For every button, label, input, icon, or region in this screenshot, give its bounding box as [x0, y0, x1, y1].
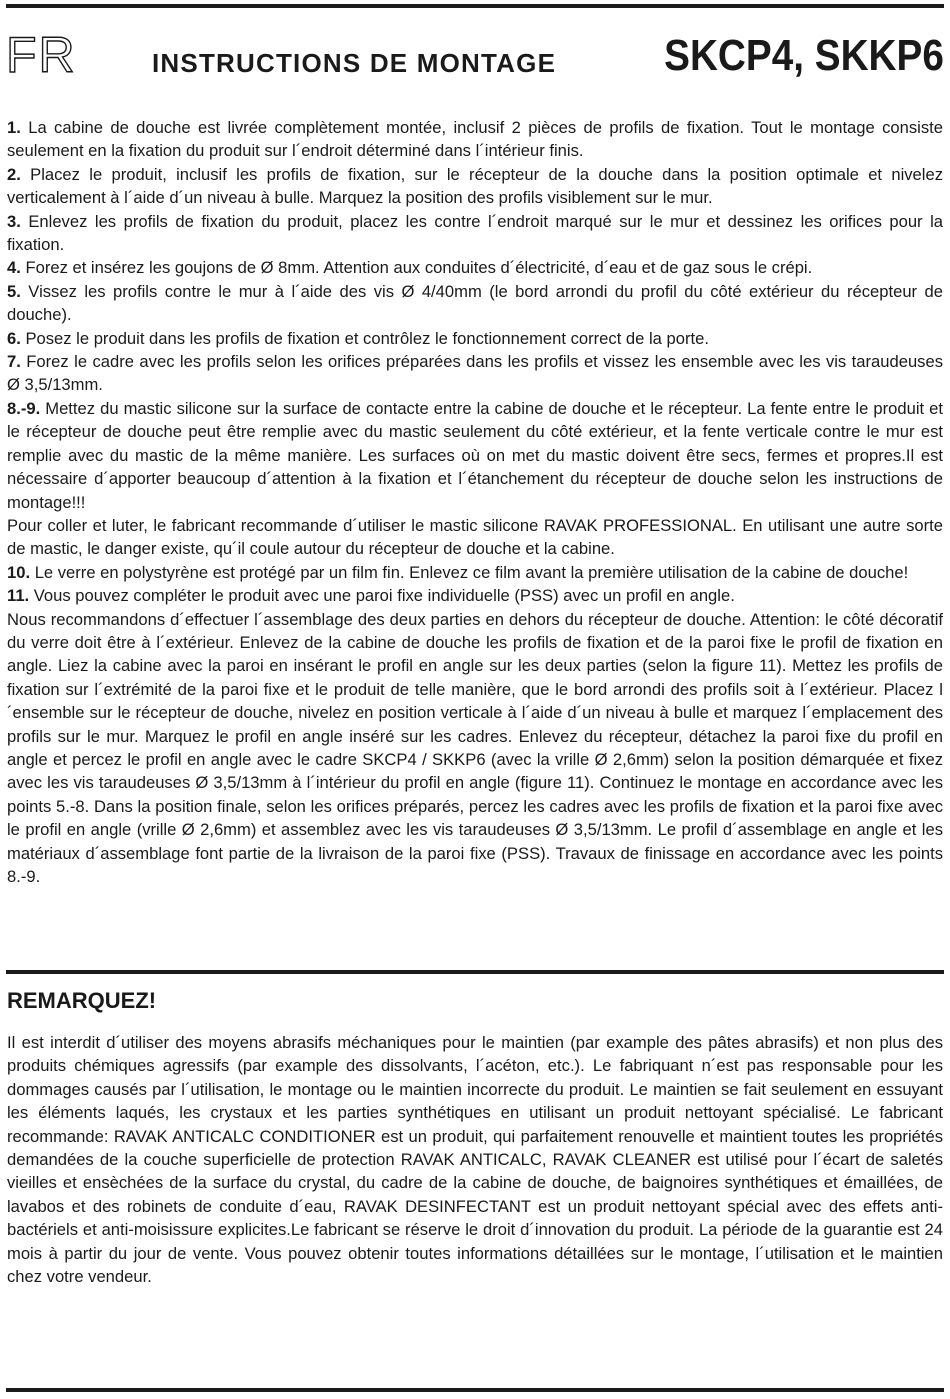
instruction-item: [7, 163, 943, 210]
instruction-item: [7, 210, 943, 257]
language-code: FR: [6, 27, 77, 83]
step-text: Vissez les profils contre le mur à l´aide des vis Ø 4/40mm (le bord arrondi du profil du côté extérieur du récepteur de douche).: [7, 281, 943, 325]
note-text: Nous recommandons d´effectuer l´assemblage des deux parties en dehors du récepteur de douche. Attention: le côté décoratif du verre doit être à l´extérieur. Enlevez de la cabine de douche les profils de fixation et de la paroi fixe le profil de fixation en angle. Liez la cabine avec la paroi en insérant le profil en angle sur les deux parties (selon la figure 11). Mettez les profils de fixation sur l´extrémité de la paroi fixe et le produit de telle manière, que le bord arrondi des profils soit à l´extérieur. Placez l´ensemble sur le récepteur de douche, nivelez en position verticale à l´aide d´un niveau à bulle et marquez l´emplacement des profils sur le mur. Marquez le profil en angle inséré sur les cadres. Enlevez du récepteur, détachez la paroi fixe du profil en angle et percez le profil en angle avec le cadre SKCP4 / SKKP6 (avec la vrille Ø 2,6mm) selon la position démarquée et fixez avec les vis taraudeuses Ø 3,5/13mm à l´intérieur du profil en angle (figure 11). Continuez le montage en accordance avec les points 5.-8. Dans la position finale, selon les orifices préparés, percez les cadres avec les profils de fixation et la paroi fixe avec le profil en angle (vrille Ø 2,6mm) et assemblez avec les vis taraudeuses Ø 3,5/13mm. Le profil d´assemblage en angle et les matériaux d´assemblage font partie de la livraison de la paroi fixe (PSS). Travaux de finissage en accordance avec les points 8.-9.: [7, 609, 943, 886]
step-text: Placez le produit, inclusif les profils de fixation, sur le récepteur de la douche dans la position optimale et nivelez verticalement à l´aide d´un niveau à bulle. Marquez la position des profils visiblement sur le mur.: [7, 164, 943, 208]
step-text: Mettez du mastic silicone sur la surface de contacte entre la cabine de douche et le récepteur. La fente entre le produit et le récepteur de douche peut être remplie avec du mastic seulement du côté extérieur, et la fente verticale contre le mur est remplie avec du mastic de la même manière. Les surfaces où on met du mastic doivent être secs, fermes et propres.Il est nécessaire d´apporter beaucoup d´attention à la fixation et l´étanchement du récepteur de douche selon les instructions de montage!!!: [7, 398, 943, 512]
step-text: Posez le produit dans les profils de fixation et contrôlez le fonctionnement correct de la porte.: [20, 328, 709, 348]
step-number: 10.: [7, 562, 31, 582]
instruction-item: [7, 350, 943, 397]
step-number: 8.-9.: [7, 398, 41, 418]
remarks-section: [7, 1031, 943, 1288]
instruction-item: [7, 116, 943, 163]
step-number: 1.: [7, 118, 21, 137]
step-text: Forez et insérez les goujons de Ø 8mm. Attention aux conduites d´électricité, d´eau et de gaz sous le crépi.: [20, 258, 813, 278]
step-number: 5.: [7, 281, 21, 301]
bottom-rule: [6, 1388, 944, 1392]
note-text: Pour coller et luter, le fabricant recommande d´utiliser le mastic silicone RAVAK PROFESSIONAL. En utilisant une autre sorte de mastic, le danger existe, qu´il coule autour du récepteur de douche et la cabine.: [7, 515, 943, 559]
instruction-item: [7, 584, 943, 607]
instruction-note: [7, 514, 943, 561]
instruction-item: [7, 561, 943, 584]
instruction-item: [7, 397, 943, 514]
remarks-text: Il est interdit d´utiliser des moyens abrasifs méchaniques pour le maintien (par example des pâtes abrasifs) et non plus des produits chémiques agressifs (par example des dissolvants, l´acéton, etc.). Le fabriquant n´est pas responsable pour les dommages causés par l´utilisation, le montage ou le maintien incorrecte du produit. Le maintien se fait seulement en essuyant les éléments laqués, les crystaux et les parties synthétiques en utilisant un produit nettoyant spécialisé. Le fabricant recommande: RAVAK ANTICALC CONDITIONER est un produit, qui parfaitement renouvelle et maintient toutes les propriétés demandées de la couche superficielle de protection RAVAK ANTICALC, RAVAK CLEANER est utilisé pour l´écart de saletés vieilles et ensèchées de la surface du crystal, du cadre de la cabine de douche, de baignoires synthétiques et émaillées, de lavabos et des robinets de conduite d´eau, RAVAK DESINFECTANT est un produit nettoyant spécial avec des effets anti-bactériels et anti-moisissure explicites.Le fabricant se réserve le droit d´innovation du produit. La période de la guarantie est 24 mois à partir du jour de vente. Vous pouvez obtenir toutes informations détaillées sur le montage, l´utilisation et le maintien chez votre vendeur.: [7, 1033, 943, 1287]
step-text: Le verre en polystyrène est protégé par un film fin. Enlevez ce film avant la première utilisation de la cabine de douche!: [30, 562, 909, 582]
step-text: Forez le cadre avec les profils selon les orifices préparées dans les profils et vissez les ensemble avec les vis taraudeuses Ø 3,5/13mm.: [7, 352, 943, 395]
step-number: 6.: [7, 328, 21, 348]
remarks-heading: REMARQUEZ!: [7, 988, 157, 1013]
top-rule: [6, 4, 944, 8]
step-number: 2.: [7, 164, 21, 184]
step-text: La cabine de douche est livrée complètement montée, inclusif 2 pièces de profils de fixation. Tout le montage consiste seulement en la fixation du produit sur l´endroit déterminé dans l´intérieur finis.: [7, 118, 943, 161]
step-text: Vous pouvez compléter le produit avec une paroi fixe individuelle (PSS) avec un profil en angle.: [29, 586, 735, 606]
step-number: 3.: [7, 211, 21, 231]
instruction-note: [7, 608, 943, 889]
model-codes: SKCP4, SKKP6: [664, 31, 944, 80]
page-title: INSTRUCTIONS DE MONTAGE: [152, 48, 557, 78]
instructions-list: [7, 116, 943, 888]
instruction-item: [7, 280, 943, 327]
step-number: 4.: [7, 258, 21, 278]
step-number: 7.: [7, 352, 21, 372]
step-number: 11.: [7, 586, 30, 606]
step-text: Enlevez les profils de fixation du produit, placez les contre l´endroit marqué sur le mur et dessinez les orifices pour la fixation.: [7, 211, 943, 255]
section-divider: [6, 970, 944, 974]
instruction-item: [7, 327, 943, 350]
instruction-item: [7, 256, 943, 279]
